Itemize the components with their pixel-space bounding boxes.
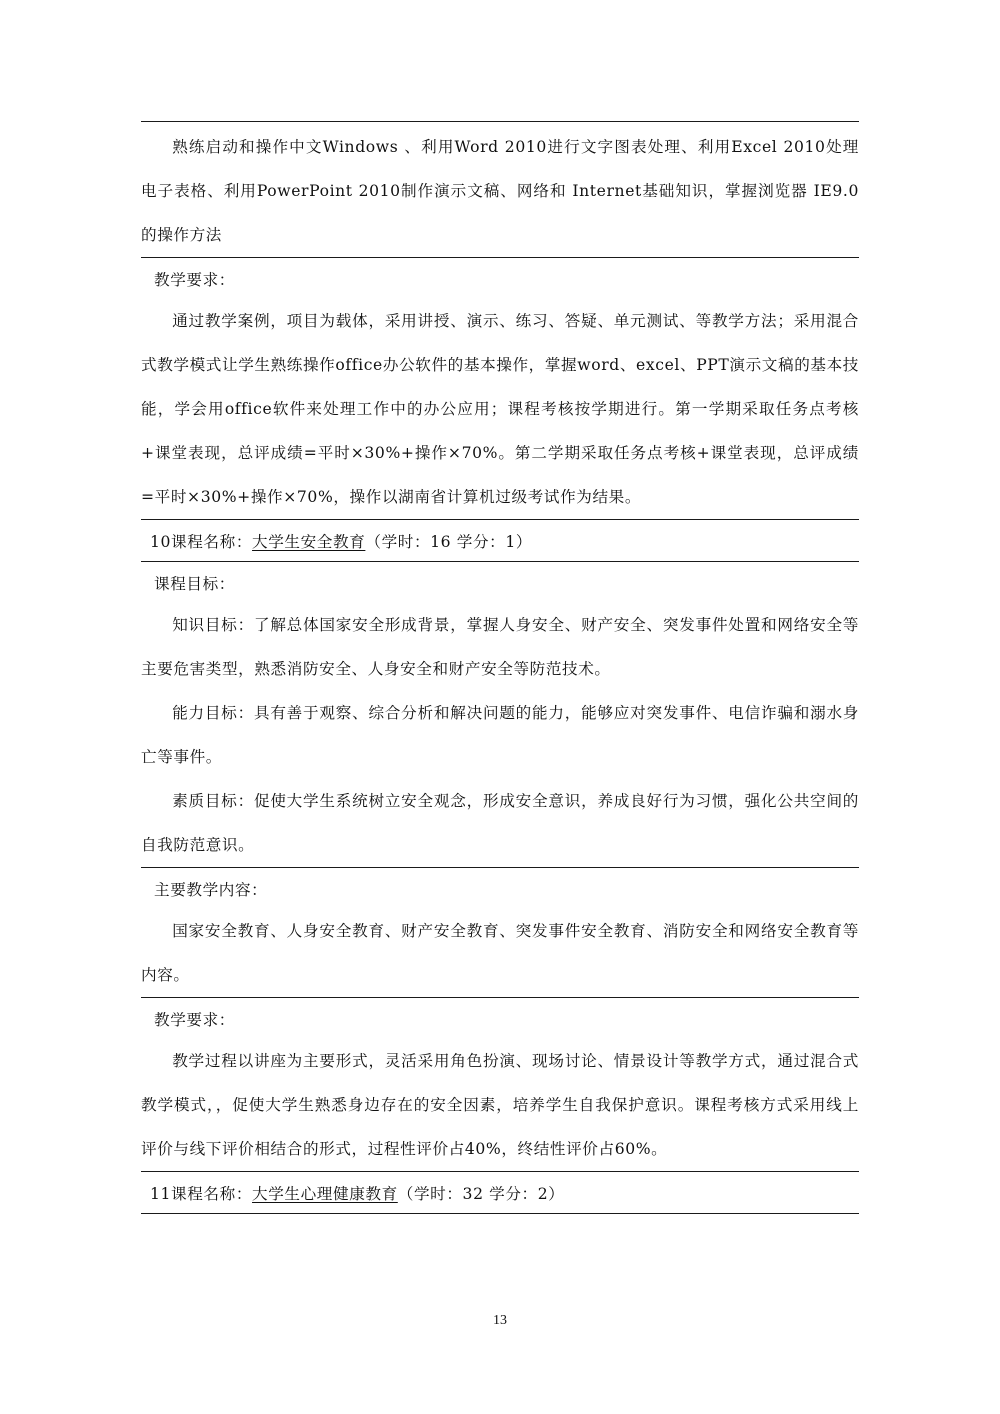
course-10-requirements-paragraph: 教学过程以讲座为主要形式，灵活采用角色扮演、现场讨论、情景设计等教学方式，通过混合式教学模式，，促使大学生熟悉身边存在的安全因素，培养学生自我保护意识。课程考核方式采用线上评价与线下评价相结合的形式，过程性评价占40%，终结性评价占60%。 [141,1052,859,1158]
course-10-content [141,868,859,998]
course-11-label: 课程名称： [171,1185,253,1203]
course-11-meta: （学时：32 学分：2） [397,1185,565,1203]
course-10-content-paragraph: 国家安全教育、人身安全教育、财产安全教育、突发事件安全教育、消防安全和网络安全教育等内容。 [141,922,859,984]
section-office-content [141,121,859,258]
course-10-meta: （学时：16 学分：1） [365,533,533,551]
ability-goal-paragraph: 能力目标：具有善于观察、综合分析和解决问题的能力，能够应对突发事件、电信诈骗和溺水身亡等事件。 [141,704,859,766]
course-10-label: 课程名称： [171,533,253,551]
course-10-title: 大学生安全教育 [252,533,366,551]
course-11-header [141,1172,859,1214]
course-10-number: 10 [150,533,172,551]
office-content-paragraph: 熟练启动和操作中文Windows 、利用Word 2010进行文字图表处理、利用Excel 2010处理电子表格、利用PowerPoint 2010制作演示文稿、网络和 Internet基础知识，掌握浏览器 IE9.0的操作方法 [141,138,859,244]
course-10-requirements-heading: 教学要求： [154,1011,235,1029]
course-10-goals [141,562,859,868]
course-10-header [141,520,859,562]
course-11-title-line [141,1175,859,1213]
course-10-requirements [141,998,859,1172]
section-office-requirements [141,258,859,520]
office-requirements-paragraph: 通过教学案例，项目为载体，采用讲授、演示、练习、答疑、单元测试、等教学方法；采用混合式教学模式让学生熟练操作office办公软件的基本操作，掌握word、excel、PPT演示文稿的基本技能，学会用office软件来处理工作中的办公应用；课程考核按学期进行。第一学期采取任务点考核+课堂表现，总评成绩=平时×30%+操作×70%。第二学期采取任务点考核+课堂表现，总评成绩=平时×30%+操作×70%，操作以湖南省计算机过级考试作为结果。 [141,312,859,506]
course-10-title-line [141,523,859,561]
course-11-title: 大学生心理健康教育 [252,1185,398,1203]
document-body [141,121,859,1214]
course-10-content-heading: 主要教学内容： [154,881,268,899]
knowledge-goal-paragraph: 知识目标：了解总体国家安全形成背景，掌握人身安全、财产安全、突发事件处置和网络安全等主要危害类型，熟悉消防安全、人身安全和财产安全等防范技术。 [141,616,859,678]
course-10-goals-heading: 课程目标： [154,575,235,593]
page-number: 13 [493,1313,507,1328]
office-requirements-heading: 教学要求： [154,271,235,289]
course-11-number: 11 [150,1185,172,1203]
quality-goal-paragraph: 素质目标：促使大学生系统树立安全观念，形成安全意识，养成良好行为习惯，强化公共空间的自我防范意识。 [141,792,859,854]
